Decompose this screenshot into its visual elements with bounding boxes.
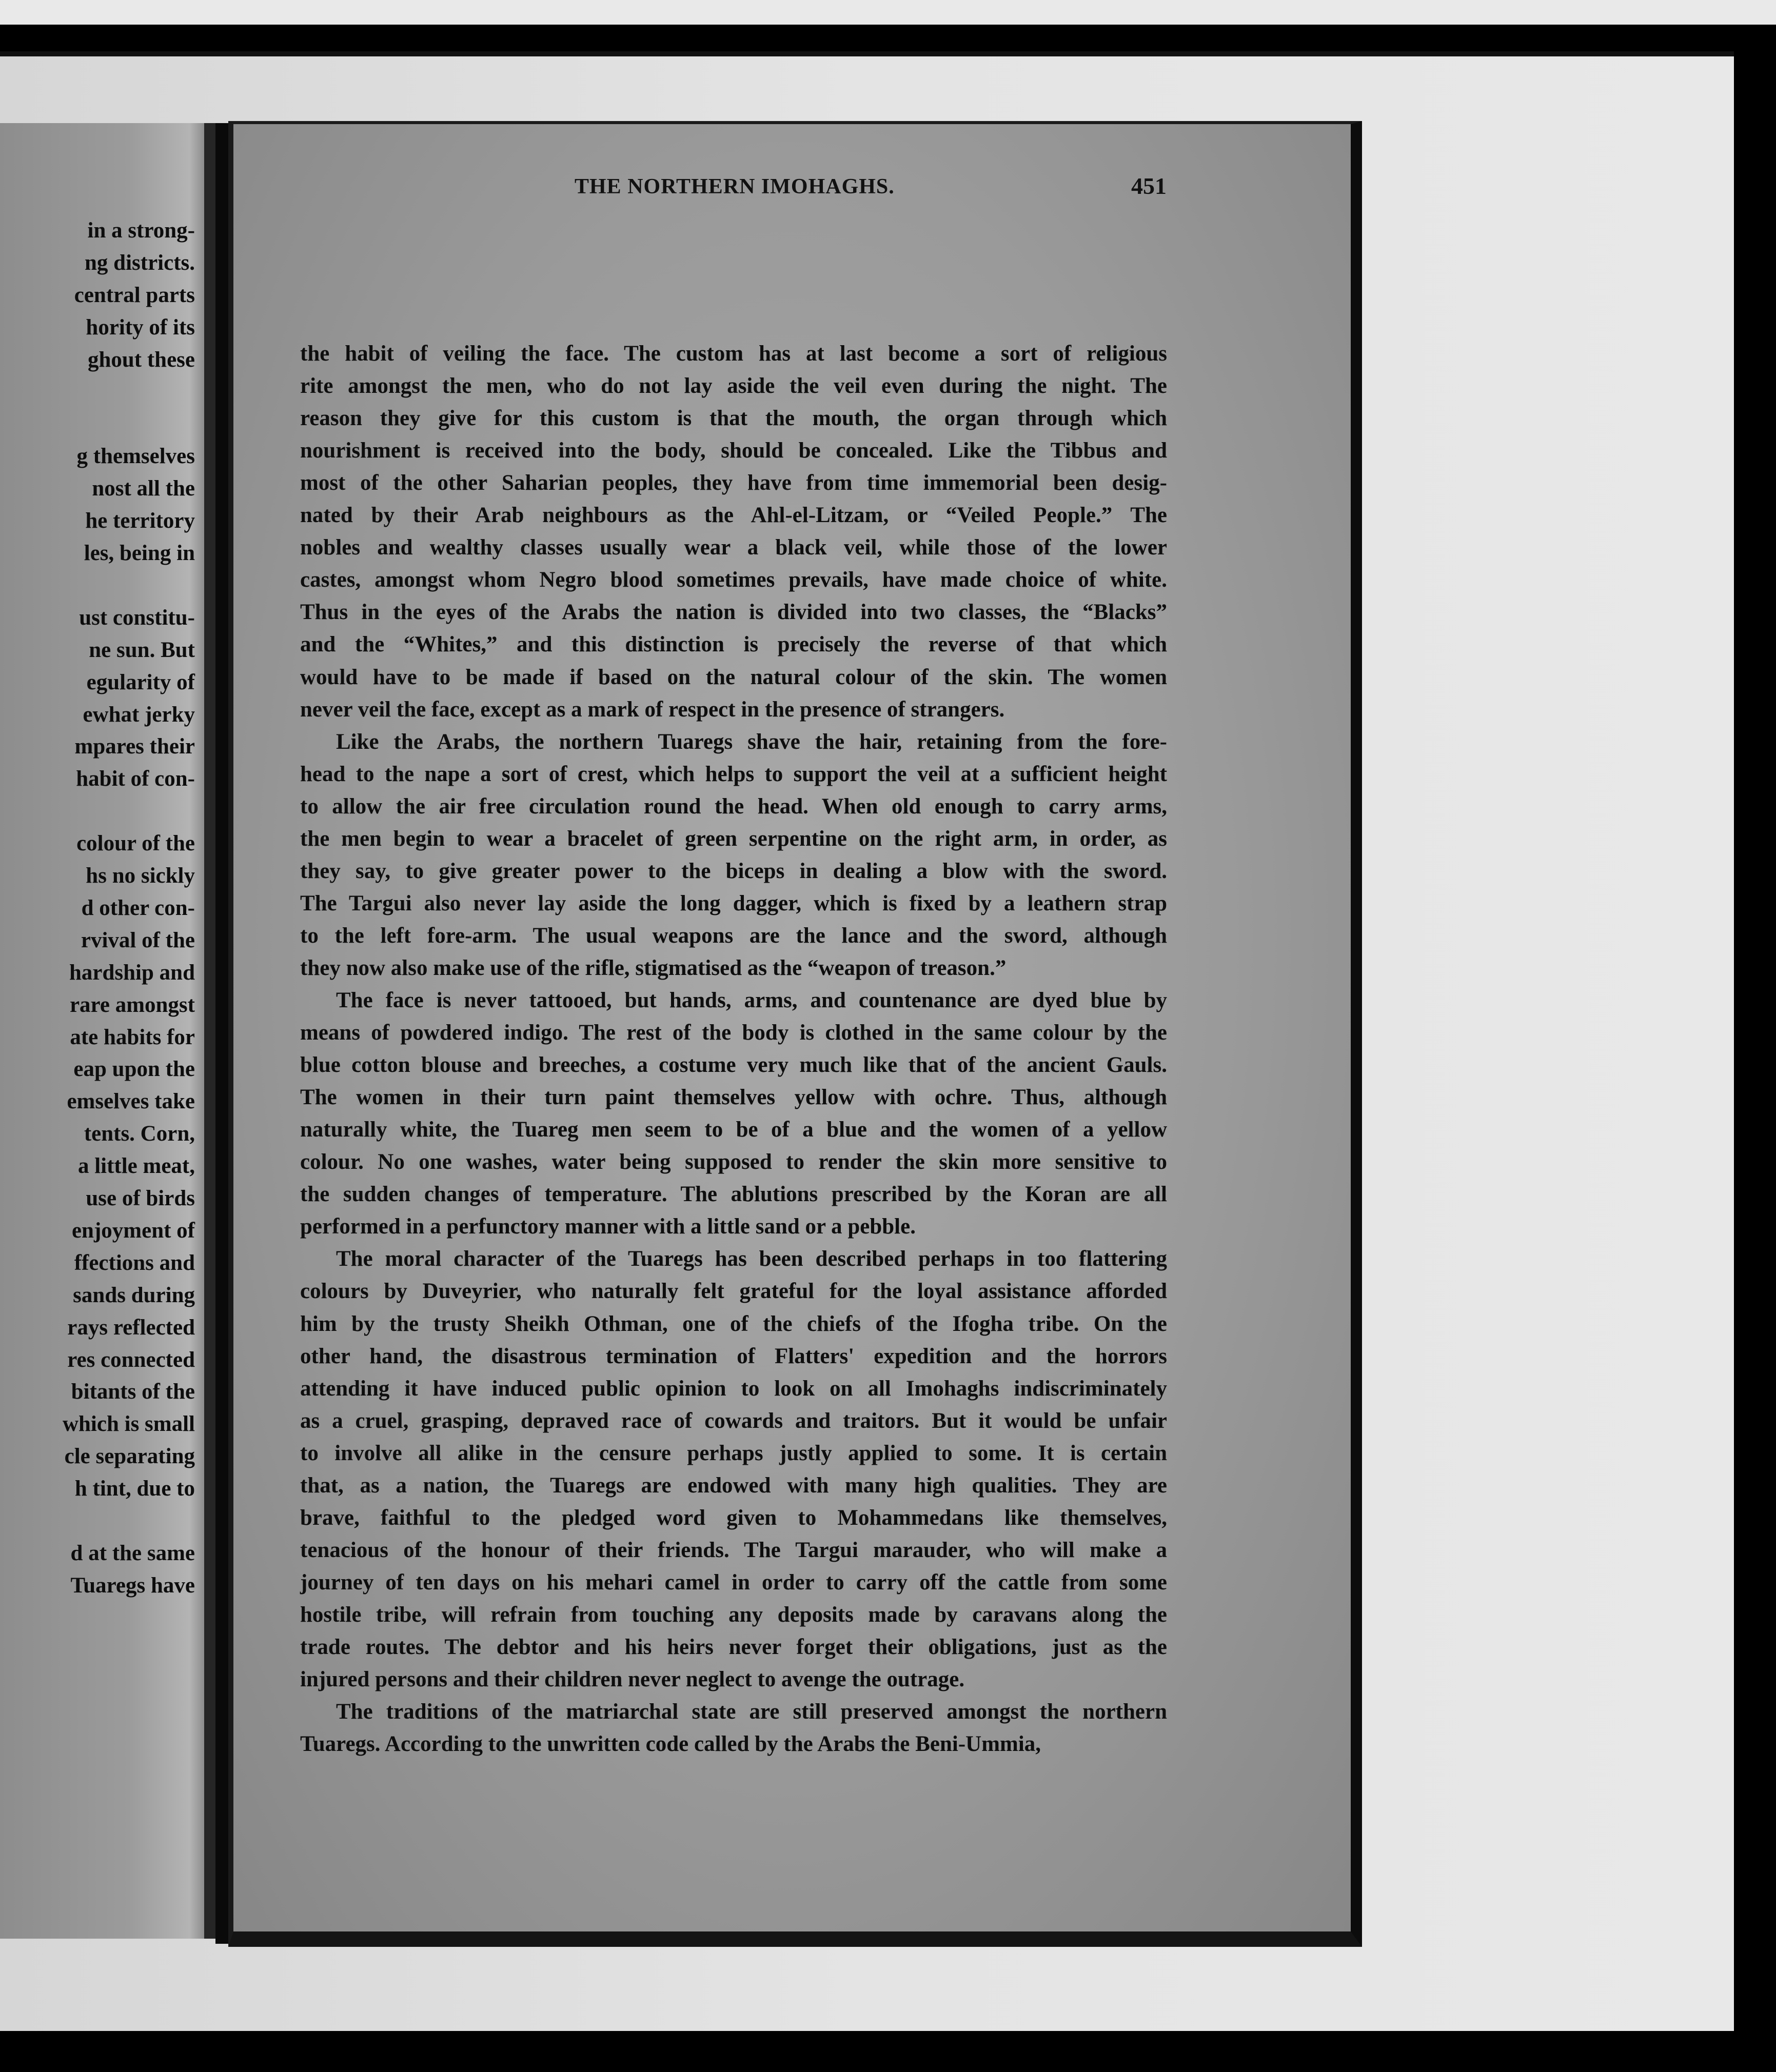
- left-page-line: hority of its: [86, 315, 195, 340]
- text-line: the habit of veiling the face. The custom has at last become a sort of religious: [300, 342, 1167, 366]
- text-line: trade routes. The debtor and his heirs never forget their obligations, just as the: [300, 1635, 1167, 1659]
- text-line: tenacious of the honour of their friends. The Targui marauder, who will make a: [300, 1538, 1167, 1562]
- text-line: the men begin to wear a bracelet of green serpentine on the right arm, in order, as: [300, 826, 1167, 851]
- left-page-line: ffections and: [74, 1250, 195, 1275]
- text-line: blue cotton blouse and breeches, a costume very much like that of the ancient Gauls.: [300, 1053, 1167, 1078]
- text-line: The traditions of the matriarchal state are still preserved amongst the northern: [336, 1700, 1167, 1724]
- text-line: him by the trusty Sheikh Othman, one of the chiefs of the Ifogha tribe. On the: [300, 1311, 1167, 1336]
- left-page-line: use of birds: [86, 1186, 195, 1210]
- left-page-line: cle separating: [64, 1444, 195, 1469]
- left-facing-page: [0, 123, 215, 1939]
- left-page-line: tents. Corn,: [84, 1122, 195, 1146]
- text-line: naturally white, the Tuareg men seem to be of a blue and the women of a yellow: [300, 1118, 1167, 1142]
- left-page-line: bitants of the: [71, 1380, 195, 1404]
- left-page-line: central parts: [74, 283, 195, 307]
- text-line: head to the nape a sort of crest, which helps to support the veil at a sufficient height: [300, 762, 1167, 786]
- text-line: castes, amongst whom Negro blood sometimes prevails, have made choice of white.: [300, 568, 1167, 592]
- text-line: reason they give for this custom is that the mouth, the organ through which: [300, 406, 1167, 431]
- text-line: hostile tribe, will refrain from touching any deposits made by caravans along the: [300, 1602, 1167, 1627]
- text-line: The women in their turn paint themselves yellow with ochre. Thus, although: [300, 1085, 1167, 1110]
- left-page-line: in a strong-: [87, 218, 195, 243]
- left-page-line: d at the same: [70, 1541, 195, 1565]
- left-page-line: emselves take: [67, 1089, 195, 1114]
- film-strip-top: [0, 0, 1776, 25]
- left-page-line: res connected: [67, 1347, 195, 1372]
- left-page-line: Tuaregs have: [70, 1573, 195, 1598]
- text-line: means of powdered indigo. The rest of the body is clothed in the same colour by the: [300, 1021, 1167, 1045]
- left-page-line: d other con-: [81, 895, 195, 920]
- left-page-line: he territory: [85, 509, 195, 533]
- left-page-line: sands during: [73, 1283, 195, 1307]
- text-line: nobles and wealthy classes usually wear a black veil, while those of the lower: [300, 535, 1167, 560]
- left-page-line: rvival of the: [81, 928, 195, 952]
- left-page-line: les, being in: [84, 541, 195, 565]
- text-line: to the left fore-arm. The usual weapons are the lance and the sword, although: [300, 923, 1167, 948]
- page-number: 451: [1131, 173, 1167, 199]
- film-border: [0, 25, 1776, 55]
- left-page-line: ewhat jerky: [83, 702, 195, 727]
- text-line: and the “Whites,” and this distinction is precisely the reverse of that which: [300, 632, 1167, 657]
- left-page-line: colour of the: [76, 831, 195, 856]
- film-edge-right: [1734, 51, 1776, 2072]
- text-line: they now also make use of the rifle, stigmatised as the “weapon of treason.”: [300, 955, 1007, 980]
- left-page-line: hardship and: [69, 960, 195, 985]
- gutter-shadow: [204, 123, 215, 1939]
- text-line: never veil the face, except as a mark of respect in the presence of strangers.: [300, 697, 1005, 722]
- text-line: that, as a nation, the Tuaregs are endowed with many high qualities. They are: [300, 1473, 1167, 1498]
- text-line: Thus in the eyes of the Arabs the nation is divided into two classes, the “Blacks”: [300, 600, 1167, 625]
- left-page-line: rays reflected: [67, 1315, 195, 1340]
- text-line: other hand, the disastrous termination of Flatters' expedition and the horrors: [300, 1344, 1167, 1368]
- film-edge-bottom: [0, 2031, 1776, 2072]
- text-line: to allow the air free circulation round the head. When old enough to carry arms,: [300, 794, 1167, 819]
- left-page-line: mpares their: [74, 734, 195, 759]
- text-line: performed in a perfunctory manner with a little sand or a pebble.: [300, 1214, 916, 1239]
- text-line: colour. No one washes, water being supposed to render the skin more sensitive to: [300, 1150, 1167, 1174]
- left-page-line: eap upon the: [73, 1057, 195, 1082]
- text-line: nated by their Arab neighbours as the Ahl-el-Litzam, or “Veiled People.” The: [300, 503, 1167, 528]
- text-line: The face is never tattooed, but hands, arms, and countenance are dyed blue by: [336, 988, 1167, 1012]
- text-line: as a cruel, grasping, depraved race of cowards and traitors. But it would be unfair: [300, 1408, 1167, 1433]
- left-page-line: enjoyment of: [71, 1218, 195, 1243]
- text-line: Tuaregs. According to the unwritten code called by the Arabs the Beni-Ummia,: [300, 1732, 1041, 1757]
- running-title: THE NORTHERN IMOHAGHS.: [575, 175, 895, 198]
- text-line: they say, to give greater power to the biceps in dealing a blow with the sword.: [300, 859, 1167, 883]
- text-line: nourishment is received into the body, should be concealed. Like the Tibbus and: [300, 439, 1167, 463]
- left-page-line: rare amongst: [69, 992, 195, 1017]
- text-line: would have to be made if based on the natural colour of the skin. The women: [300, 665, 1167, 689]
- left-page-line: ust constitu-: [79, 605, 195, 630]
- text-line: rite amongst the men, who do not lay aside the veil even during the night. The: [300, 374, 1167, 399]
- left-page-line: ghout these: [87, 347, 195, 372]
- text-line: The moral character of the Tuaregs has been described perhaps in too flattering: [336, 1247, 1167, 1271]
- left-page-line: hs no sickly: [86, 864, 195, 888]
- left-page-line: habit of con-: [76, 767, 195, 791]
- left-page-line: a little meat,: [77, 1154, 195, 1179]
- text-line: journey of ten days on his mehari camel in order to carry off the cattle from some: [300, 1570, 1167, 1595]
- left-page-line: ate habits for: [70, 1025, 195, 1049]
- text-line: brave, faithful to the pledged word given to Mohammedans like themselves,: [300, 1505, 1167, 1530]
- left-page-line: ne sun. But: [89, 637, 195, 662]
- text-line: to involve all alike in the censure perhaps justly applied to some. It is certain: [300, 1441, 1167, 1465]
- left-page-line: ng districts.: [85, 250, 195, 275]
- text-line: The Targui also never lay aside the long dagger, which is fixed by a leathern strap: [300, 891, 1167, 915]
- text-line: the sudden changes of temperature. The ablutions prescribed by the Koran are all: [300, 1182, 1167, 1207]
- left-page-line: nost all the: [92, 476, 195, 501]
- left-page-line: h tint, due to: [74, 1477, 195, 1501]
- text-line: attending it have induced public opinion to look on all Imohaghs indiscriminately: [300, 1376, 1167, 1401]
- left-page-line: egularity of: [86, 670, 195, 694]
- text-line: injured persons and their children never neglect to avenge the outrage.: [300, 1667, 965, 1692]
- text-line: most of the other Saharian peoples, they have from time immemorial been desig-: [300, 471, 1167, 495]
- left-page-line: g themselves: [76, 444, 195, 469]
- left-page-line: which is small: [62, 1412, 195, 1437]
- text-line: Like the Arabs, the northern Tuaregs shave the hair, retaining from the fore-: [336, 729, 1167, 754]
- text-line: colours by Duveyrier, who naturally felt grateful for the loyal assistance afforded: [300, 1279, 1167, 1304]
